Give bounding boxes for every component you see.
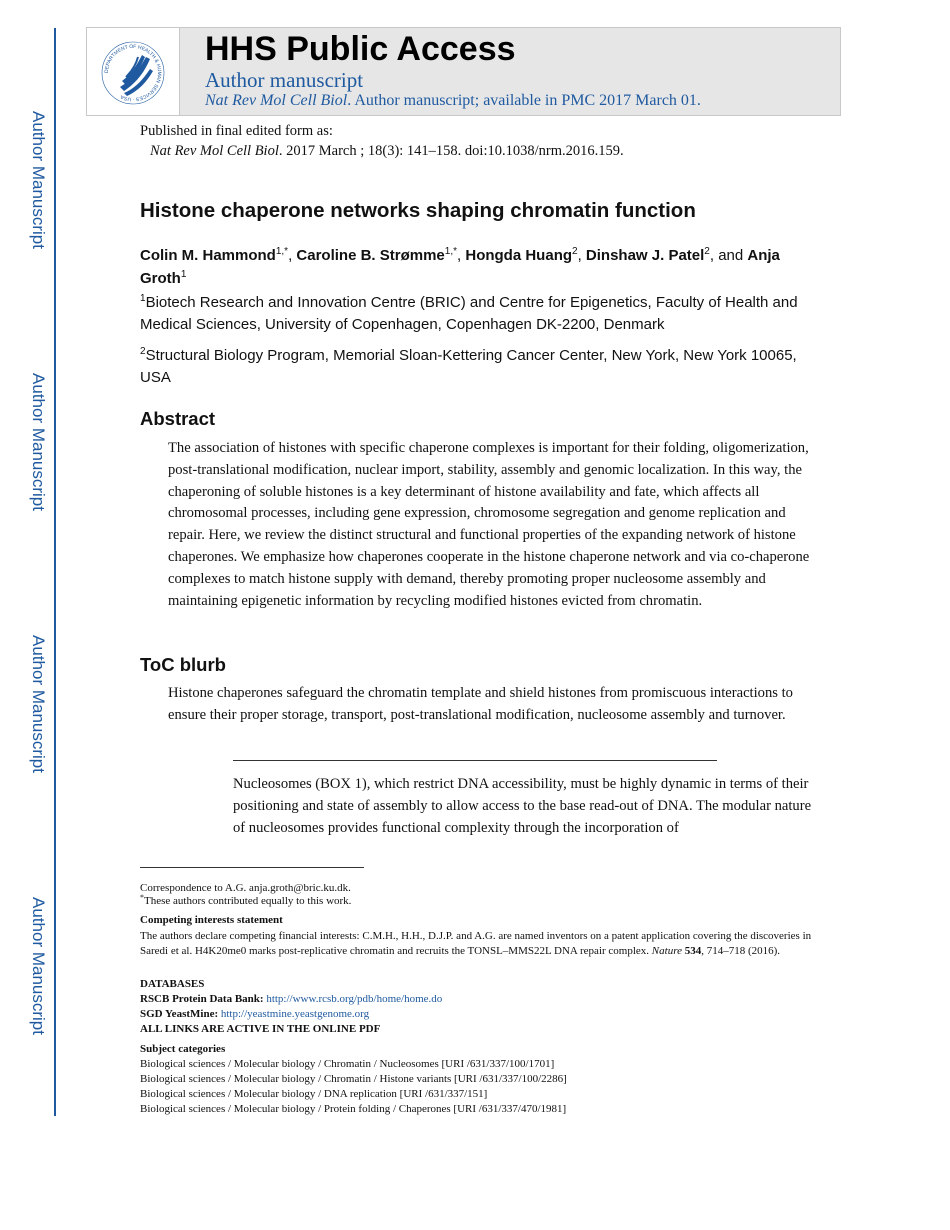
links-note: ALL LINKS ARE ACTIVE IN THE ONLINE PDF [140, 1023, 381, 1035]
equal-contribution: *These authors contributed equally to this work. [140, 893, 352, 907]
pdb-link[interactable]: http://www.rcsb.org/pdb/home/home.do [266, 993, 443, 1005]
author-list: Colin M. Hammond$^{1,*}$, Caroline B. Strømme$^{1,*}$, Hongda Huang$^2$, Dinshaw J. Patel$^2$, and Anja Groth$^1$ [140, 246, 780, 287]
hhs-subtitle: Author manuscript [205, 68, 364, 92]
yeastmine-link[interactable]: http://yeastmine.yeastgenome.org [220, 1008, 370, 1020]
hhs-availability: Nat Rev Mol Cell Biol. Author manuscript; available in PMC 2017 March 01. [205, 92, 701, 109]
hhs-logo [87, 28, 180, 115]
abstract-text: The association of histones with specific chaperone complexes is important for their folding, oligomerization, post-translational modification, nuclear import, stability, assembly and genomic localization. In this way, the chaperoning of soluble histones is a key determinant of histone availability and fate, which affects all chromosomal processes, including gene expression, chromosome segregation and genome replication and repair. Here, we review the distinct structural and functional properties of the expanding network of histone chaperones. We emphasize how chaperones cooperate in the histone chaperone network and via co-chaperone complexes to match histone supply with demand, thereby promoting proper nucleosome assembly and maintaining epigenetic information by recycling modified histones evicted from chromatin. [168, 440, 810, 609]
hhs-title: HHS Public Access [205, 30, 516, 68]
body-text: Nucleosomes (BOX 1), which restrict DNA accessibility, must be highly dynamic in terms of their positioning and state of assembly to allow access to the base read-out of DNA. The modular nature of nucleosomes provides functional complexity through the incorporation of [233, 776, 812, 836]
author-name: Anja Groth [140, 247, 780, 287]
toc-heading: ToC blurb [140, 654, 226, 675]
database-entry: SGD YeastMine: http://yeastmine.yeastgenome.org [140, 1008, 370, 1020]
subject-heading: Subject categories [140, 1043, 226, 1055]
published-info: Published in final edited form as: Nat Rev Mol Cell Biol. 2017 March ; 18(3): 141–158. doi:10.1038/nrm.2016.159. [140, 123, 624, 159]
hhs-eagle-icon [100, 33, 166, 111]
databases-heading: DATABASES [140, 978, 205, 990]
competing-text: The authors declare competing financial interests: C.M.H., H.H., D.J.P. and A.G. are named inventors on a patent application covering the discoveries in Saredi et al. H4K20me0 marks post-replicative chromatin and recruits the TONSL–MMS22L DNA repair complex. Nature 534, 714–718 (2016). [140, 930, 812, 957]
hhs-header [86, 27, 841, 116]
author-name: Dinshaw J. Patel [585, 247, 705, 264]
article-title: Histone chaperone networks shaping chromatin function [140, 199, 696, 222]
subject-item: Biological sciences / Molecular biology / Chromatin / Histone variants [URI /631/337/100/2286] [140, 1073, 567, 1085]
author-name: Colin M. Hammond [140, 247, 276, 264]
author-name: Hongda Huang [465, 247, 573, 264]
affiliation: $^1$Biotech Research and Innovation Centre (BRIC) and Centre for Epigenetics, Faculty of Health and Medical Sciences, University of Copenhagen, Copenhagen DK-2200, Denmark [140, 293, 798, 333]
section-divider [233, 760, 717, 761]
toc-text: Histone chaperones safeguard the chromatin template and shield histones from promiscuous interactions to ensure their proper storage, transport, post-translational modification, nucleosome assembly and turnover. [168, 685, 793, 723]
footnote-divider [140, 867, 364, 868]
correspondence: Correspondence to A.G. anja.groth@bric.ku.dk. [140, 882, 351, 894]
abstract-heading: Abstract [140, 408, 216, 429]
affiliation: $^2$Structural Biology Program, Memorial Sloan-Kettering Cancer Center, New York, New York 10065, USA [140, 346, 797, 386]
subject-item: Biological sciences / Molecular biology / Protein folding / Chaperones [URI /631/337/470/1981] [140, 1103, 567, 1115]
svg-text:DEPARTMENT OF HEALTH & HUMAN S: DEPARTMENT OF HEALTH & HUMAN SERVICES · USA [103, 43, 163, 103]
author-name: Caroline B. Strømme [296, 247, 445, 264]
competing-heading: Competing interests statement [140, 914, 283, 926]
margin-rule [54, 28, 56, 1116]
database-entry: RSCB Protein Data Bank: http://www.rcsb.org/pdb/home/home.do [140, 993, 443, 1005]
subject-item: Biological sciences / Molecular biology / DNA replication [URI /631/337/151] [140, 1088, 488, 1100]
citation: Nat Rev Mol Cell Biol. 2017 March ; 18(3): 141–158. doi:10.1038/nrm.2016.159. [150, 143, 624, 159]
subject-item: Biological sciences / Molecular biology / Chromatin / Nucleosomes [URI /631/337/100/1701] [140, 1058, 555, 1070]
